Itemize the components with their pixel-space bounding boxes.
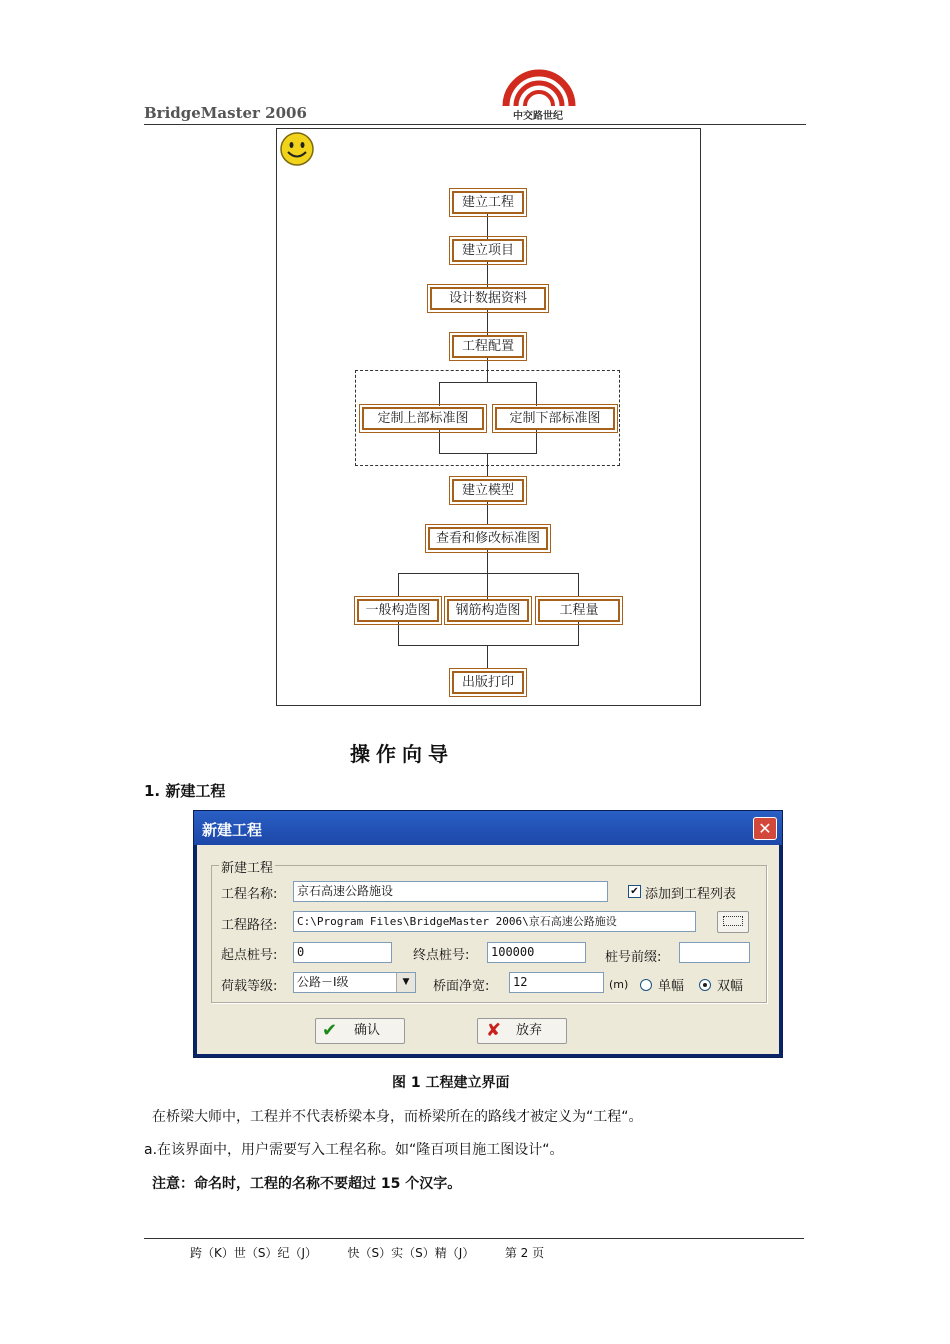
single-width-label: 单幅 <box>658 979 685 994</box>
add-to-list-checkbox[interactable]: ✔ <box>628 885 641 898</box>
deck-width-input[interactable]: 12 <box>509 972 604 993</box>
group-label: 新建工程 <box>219 857 275 876</box>
header-title: BridgeMaster 2006 <box>144 104 307 122</box>
path-label: 工程路径: <box>221 918 278 933</box>
footer-rule <box>144 1238 804 1239</box>
dialog-titlebar[interactable] <box>194 811 782 845</box>
start-station-label: 起点桩号: <box>221 948 278 963</box>
add-to-list-label: 添加到工程列表 <box>645 887 737 902</box>
header-rule <box>144 124 806 125</box>
flow-step: 出版打印 <box>452 671 524 694</box>
flow-step: 建立工程 <box>452 191 524 214</box>
flow-step: 工程配置 <box>452 335 524 358</box>
load-class-select[interactable] <box>293 972 416 993</box>
load-class-value: 公路－Ⅰ级 <box>297 975 349 989</box>
close-icon[interactable]: ✕ <box>753 817 777 840</box>
ok-label: 确认 <box>354 1023 381 1038</box>
paragraph-2: a.在该界面中，用户需要写入工程名称。如“隆百项目施工图设计“。 <box>144 1142 564 1158</box>
flow-step: 查看和修改标准图 <box>428 527 548 550</box>
cancel-label: 放弃 <box>516 1023 543 1038</box>
unit-label: (m) <box>609 978 629 991</box>
browse-button[interactable] <box>717 911 749 933</box>
double-width-label: 双幅 <box>717 979 744 994</box>
guide-title: 操作向导 <box>350 742 454 766</box>
new-project-dialog <box>193 810 783 1058</box>
dialog-body <box>197 845 779 1054</box>
project-path-input[interactable]: C:\Program Files\BridgeMaster 2006\京石高速公路施设 <box>293 911 696 932</box>
project-name-input[interactable]: 京石高速公路施设 <box>293 881 608 902</box>
flow-step: 建立项目 <box>452 239 524 262</box>
flow-step: 设计数据资料 <box>430 287 546 310</box>
station-prefix-input[interactable] <box>679 942 750 963</box>
logo-text: 中交路世纪 <box>513 111 563 122</box>
flow-step: 钢筋构造图 <box>447 599 529 622</box>
cancel-button[interactable] <box>477 1018 567 1044</box>
flow-step: 建立模型 <box>452 479 524 502</box>
footer-text: 跨（K）世（S）纪（J） 快（S）实（S）精（J） 第 2 页 <box>190 1246 545 1260</box>
chevron-down-icon[interactable]: ▼ <box>396 973 415 992</box>
dialog-title: 新建工程 <box>202 821 263 839</box>
end-station-label: 终点桩号: <box>413 948 470 963</box>
ok-button[interactable] <box>315 1018 405 1044</box>
flow-step: 定制上部标准图 <box>362 407 484 430</box>
double-width-radio[interactable] <box>699 979 711 991</box>
flow-step: 工程量 <box>538 599 620 622</box>
figure-caption: 图 1 工程建立界面 <box>392 1075 510 1091</box>
single-width-radio[interactable] <box>640 979 652 991</box>
checkmark-icon: ✔ <box>322 1020 338 1041</box>
load-class-label: 荷载等级: <box>221 979 278 994</box>
flow-step: 定制下部标准图 <box>495 407 615 430</box>
station-prefix-label: 桩号前缀: <box>605 950 662 965</box>
end-station-input[interactable]: 100000 <box>487 942 586 963</box>
note-paragraph: 注意：命名时，工程的名称不要超过 15 个汉字。 <box>152 1176 462 1192</box>
deck-width-label: 桥面净宽: <box>433 979 490 994</box>
smiley-icon <box>279 131 315 167</box>
workflow-flowchart <box>276 128 701 706</box>
section-heading: 1. 新建工程 <box>144 782 226 800</box>
cross-icon: ✘ <box>486 1020 502 1041</box>
paragraph-1: 在桥梁大师中，工程并不代表桥梁本身，而桥梁所在的路线才被定义为“工程“。 <box>152 1109 643 1125</box>
browse-icon <box>723 916 743 926</box>
flow-step: 一般构造图 <box>357 599 439 622</box>
name-label: 工程名称: <box>221 887 278 902</box>
start-station-input[interactable]: 0 <box>293 942 392 963</box>
